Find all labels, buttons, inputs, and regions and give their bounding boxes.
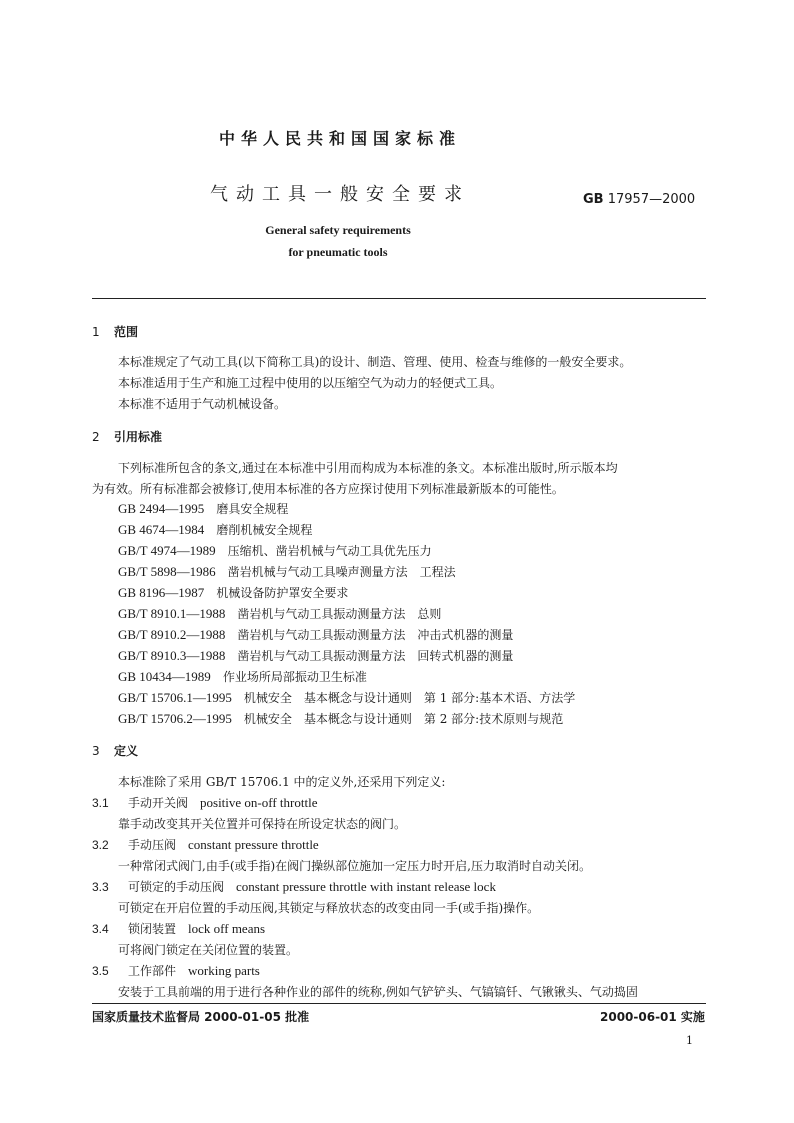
section-title: 引用标准 [114,430,163,444]
section-number: 3 [92,744,100,758]
reference-item [118,668,367,685]
definition-text: 靠手动改变其开关位置并可保持在所设定状态的阀门。 [118,817,407,831]
reference-item [118,689,575,706]
reference-code: GB 4674—1984 [118,522,205,537]
reference-item [118,626,513,643]
page-number: 1 [686,1034,693,1047]
gb-number: 17957—2000 [607,192,696,207]
standard-number [583,192,695,207]
reference-title: 凿岩机与气动工具振动测量方法 冲击式机器的测量 [237,628,514,642]
section-3-heading [92,742,138,759]
reference-item [118,563,456,580]
definition-english: positive on-off throttle [200,795,318,810]
reference-title: 机械安全 基本概念与设计通则 第 2 部分:技术原则与规范 [243,712,564,726]
reference-item [118,605,441,622]
definition-term: 锁闭装置 [128,922,177,936]
definition-text: 安装于工具前端的用于进行各种作业的部件的统称,例如气铲铲头、气镐镐钎、气锹锹头、气动捣固 [118,985,638,999]
section-1-heading [92,323,138,340]
definition-english: constant pressure throttle with instant release lock [236,879,496,894]
footer-divider [92,1003,706,1004]
reference-code: GB 2494—1995 [118,501,205,516]
reference-code: GB/T 15706.1—1995 [118,690,232,705]
reference-title: 凿岩机械与气动工具噪声测量方法 工程法 [227,565,456,579]
reference-title: 磨具安全规程 [216,502,289,516]
implementation-date: 2000-06-01 实施 [600,1010,705,1024]
reference-title: 凿岩机与气动工具振动测量方法 总则 [237,607,442,621]
paragraph: 下列标准所包含的条文,通过在本标准中引用而构成为本标准的条文。本标准出版时,所示版本均 [118,461,618,475]
reference-item [118,584,348,601]
reference-item [118,710,563,727]
definition-heading [92,878,496,895]
definition-heading [92,920,265,937]
definition-english: lock off means [188,921,266,936]
definition-english: constant pressure throttle [188,837,319,852]
reference-code: GB/T 8910.2—1988 [118,627,226,642]
reference-code: GB/T 8910.1—1988 [118,606,226,621]
reference-title: 机械安全 基本概念与设计通则 第 1 部分:基本术语、方法学 [243,691,576,705]
paragraph: 本标准除了采用 GB/T 15706.1 中的定义外,还采用下列定义: [118,775,446,789]
paragraph: 为有效。所有标准都会被修订,使用本标准的各方应探讨使用下列标准最新版本的可能性。 [92,482,564,496]
paragraph: 本标准规定了气动工具(以下简称工具)的设计、制造、管理、使用、检查与维修的一般安全要求。 [118,355,632,369]
definition-term: 手动开关阀 [128,796,189,810]
definition-number: 3.3 [92,880,109,894]
reference-title: 凿岩机与气动工具振动测量方法 回转式机器的测量 [237,649,514,663]
section-2-heading [92,428,162,445]
gb-prefix: GB [583,192,604,207]
paragraph: 本标准不适用于气动机械设备。 [118,397,287,411]
page-title: 气动工具一般安全要求 [210,184,470,205]
reference-title: 磨削机械安全规程 [216,523,313,537]
reference-item [118,500,288,517]
reference-code: GB/T 5898—1986 [118,564,216,579]
section-title: 定义 [114,744,139,758]
definition-number: 3.4 [92,922,109,936]
reference-item [118,647,513,664]
definition-term: 可锁定的手动压阀 [128,880,225,894]
definition-text: 可锁定在开启位置的手动压阀,其锁定与释放状态的改变由同一手(或手指)操作。 [118,901,540,915]
section-number: 1 [92,325,100,339]
reference-code: GB/T 15706.2—1995 [118,711,232,726]
definition-term: 手动压阀 [128,838,177,852]
reference-code: GB 8196—1987 [118,585,205,600]
definition-term: 工作部件 [128,964,177,978]
reference-code: GB/T 8910.3—1988 [118,648,226,663]
definition-number: 3.2 [92,838,109,852]
definition-number: 3.1 [92,796,109,810]
reference-title: 机械设备防护罩安全要求 [216,586,349,600]
standard-category: 中华人民共和国国家标准 [218,129,461,148]
reference-item [118,521,312,538]
section-number: 2 [92,430,100,444]
definition-number: 3.5 [92,964,109,978]
definition-text: 一种常闭式阀门,由手(或手指)在阀门操纵部位施加一定压力时开启,压力取消时自动关闭。 [118,859,591,873]
english-title-line1: General safety requirements [265,223,411,237]
paragraph: 本标准适用于生产和施工过程中使用的以压缩空气为动力的轻便式工具。 [118,376,503,390]
definition-heading [92,962,260,979]
definition-heading [92,794,317,811]
approval-note: 国家质量技术监督局 2000-01-05 批准 [92,1010,310,1024]
reference-code: GB/T 4974—1989 [118,543,216,558]
definition-text: 可将阀门锁定在关闭位置的装置。 [118,943,299,957]
section-title: 范围 [114,325,139,339]
reference-item [118,542,432,559]
header-divider [92,298,706,299]
definition-heading [92,836,319,853]
reference-code: GB 10434—1989 [118,669,211,684]
reference-title: 压缩机、凿岩机械与气动工具优先压力 [227,544,432,558]
english-title-line2: for pneumatic tools [288,245,388,259]
reference-title: 作业场所局部振动卫生标准 [222,670,367,684]
definition-english: working parts [188,963,260,978]
